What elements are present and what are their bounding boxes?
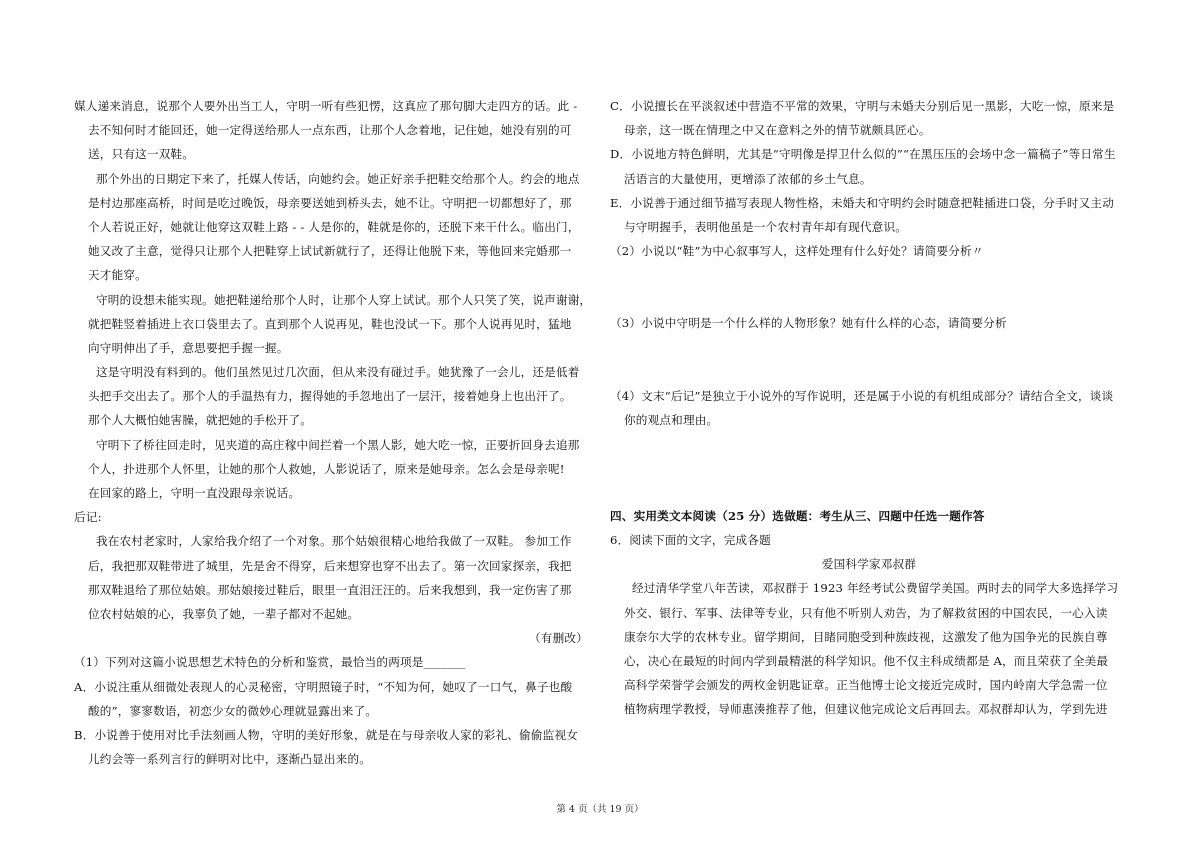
text-line: 康奈尔大学的农林专业。留学期间，目睹同胞受到种族歧视，这激发了他为国争光的民族自尊 bbox=[624, 629, 1108, 644]
page-number: 第 4 页（共 19 页） bbox=[556, 804, 644, 815]
question-1: （1）下列对这篇小说思想艺术特色的分析和鉴赏，最恰当的两项是_______ bbox=[74, 655, 466, 670]
text-line: 我在农村老家时，人家给我介绍了一个对象。那个姑娘很精心地给我做了一双鞋。 参加工作 bbox=[96, 534, 572, 549]
afterword-heading: 后记: bbox=[74, 510, 102, 525]
question-4: （4）文末“后记”是独立于小说外的写作说明，还是属于小说的有机组成部分？请结合全文，谈谈 bbox=[610, 388, 1114, 403]
right-column bbox=[610, 94, 1128, 722]
text-line: 头把手交出去了。那个人的手温热有力，握得她的手忽地出了一层汗，接着她身上也出汗了。 bbox=[88, 389, 572, 404]
option-c: C．小说擅长在平淡叙述中营造不平常的效果，守明与未婚夫分别后见一黑影，大吃一惊，原来是 bbox=[610, 99, 1115, 113]
option-b-cont: 儿约会等一系列言行的鲜明对比中，逐渐凸显出来的。 bbox=[88, 752, 372, 767]
answer-space bbox=[610, 336, 1128, 384]
question-4-cont: 你的观点和理由。 bbox=[624, 412, 719, 427]
text-line: 个人，扑进那个人怀里，让她的那个人救她，人影说话了，原来是她母亲。怎么会是母亲呢! bbox=[88, 461, 565, 476]
text-line: 心，决心在最短的时间内学到最精湛的科学知识。他不仅主科成绩都是 A，而且荣获了全美最 bbox=[624, 654, 1109, 668]
option-a-cont: 酸的”，寥寥数语，初恋少女的微妙心理就显露出来了。 bbox=[88, 703, 378, 718]
option-d: D．小说地方特色鲜明，尤其是“守明像是捍卫什么似的”“在黑压压的会场中念一篇稿子”等日常生 bbox=[610, 147, 1116, 162]
question-3: （3）小说中守明是一个什么样的人物形象？她有什么样的心态，请简要分析 bbox=[610, 316, 1007, 331]
text-line: 那个人大概怕她害臊，就把她的手松开了。 bbox=[88, 413, 313, 428]
question-2: （2）小说以“鞋”为中心叙事写人，这样处理有什么好处？请简要分析〃 bbox=[610, 244, 984, 259]
text-line: 天才能穿。 bbox=[88, 268, 147, 283]
text-line: 个人若说正好，她就让他穿这双鞋上路 - - 人是你的，鞋就是你的，还脱下来干什么。临出门， bbox=[88, 219, 580, 234]
text-line: 守明的设想未能实现。她把鞋递给那个人时，让那个人穿上试试。那个人只笑了笑，说声谢谢， bbox=[96, 292, 592, 307]
text-line: 植物病理学教授，导师惠湊推荐了他，但建议他完成论文后再回去。邓叔群却认为，学到先进 bbox=[624, 702, 1108, 717]
text-line: 这是守明没有料到的。他们虽然见过几次面，但从来没有碰过手。她犹豫了一会儿，还是低着 bbox=[96, 365, 580, 380]
text-line: 向守明伸出了手，意思要把手握一握。 bbox=[88, 340, 289, 355]
text-line: 在回家的路上，守明一直没跟母亲说话。 bbox=[88, 486, 301, 500]
option-a: A．小说注重从细微处表现人的心灵秘密，守明照镜子时，“不知为何，她叹了一口气，鼻子也酸 bbox=[74, 679, 573, 694]
text-line: 外交、银行、军事、法律等专业，只有他不听别人劝告，为了解救贫困的中国农民，一心入读 bbox=[624, 605, 1108, 620]
question-6: 6．阅读下面的文字，完成各题 bbox=[610, 533, 771, 548]
text-line: 就把鞋竖着插进上衣口袋里去了。直到那个人说再见，鞋也没试一下。那个人说再见时，猛地 bbox=[88, 316, 572, 331]
edit-note: （有删改） bbox=[529, 631, 588, 646]
option-e: E．小说善于通过细节描写表现人物性格，未婚夫和守明约会时随意把鞋插进口袋，分手时又主动 bbox=[610, 195, 1115, 210]
text-line: 那双鞋退给了那位姑娘。那姑娘接过鞋后，眼里一直泪汪汪的。后来我想到，我一定伤害了那 bbox=[88, 582, 572, 597]
text-line: 她又改了主意，觉得只让那个人把鞋穿上试试新就行了，还得让他脱下来，等他回来完婚那一 bbox=[88, 244, 572, 259]
option-b: B．小说善于使用对比手法刻画人物，守明的美好形象，就是在与母亲收人家的彩礼、偷偷监视女 bbox=[74, 727, 579, 742]
article-title: 爱国科学家邓叔群 bbox=[821, 557, 917, 572]
text-line: 经过清华学堂八年苦读，邓叔群于 1923 年经考试公费留学美国。两时去的同学大多选择学习 bbox=[632, 581, 1119, 596]
text-line: 去不知何时才能回还，她一定得送给那人一点东西，让那个人念着地，记住她，她没有别的可 bbox=[88, 123, 572, 138]
option-c-cont: 母亲，这一既在情理之中又在意料之外的情节就颇具匠心。 bbox=[624, 123, 931, 138]
answer-space bbox=[610, 432, 1128, 504]
option-e-cont: 与守明握手，表明他虽是一个农村青年却有现代意识。 bbox=[624, 219, 908, 234]
section-heading: 四、实用类文本阅读（25 分）选做题：考生从三、四题中任选一题作答 bbox=[610, 508, 985, 523]
text-line: 送，只有这一双鞋。 bbox=[88, 147, 195, 162]
text-line: 后，我把那双鞋带进了城里，先是舍不得穿，后来想穿也穿不出去了。第一次回家探亲，我把 bbox=[88, 558, 572, 573]
text-line: 那个外出的日期定下来了，托媒人传话，向她约会。她正好亲手把鞋交给那个人。约会的地点 bbox=[96, 171, 580, 186]
left-column bbox=[74, 94, 592, 771]
text-line: 高科学荣誉学会颁发的两枚金钥匙证章。正当他博士论文接近完成时，国内岭南大学急需一位 bbox=[624, 678, 1108, 693]
text-line: 媒人递来消息，说那个人要外出当工人，守明一听有些犯愣，这真应了那句脚大走四方的话。此 - bbox=[74, 99, 578, 113]
text-line: 是村边那座高桥，时间是吃过晚饭，母亲要送她到桥头去，她不让。守明把一切都想好了，那 bbox=[88, 195, 572, 210]
text-line: 位农村姑娘的心，我辜负了她，一辈子都对不起她。 bbox=[88, 606, 360, 621]
option-d-cont: 活语言的大量使用，更增添了浓郁的乡土气息。 bbox=[624, 171, 872, 186]
answer-space bbox=[610, 263, 1128, 311]
text-line: 守明下了桥往回走时，见夹道的高庄稼中间拦着一个黑人影，她大吃一惊，正要折回身去追那 bbox=[96, 437, 580, 452]
